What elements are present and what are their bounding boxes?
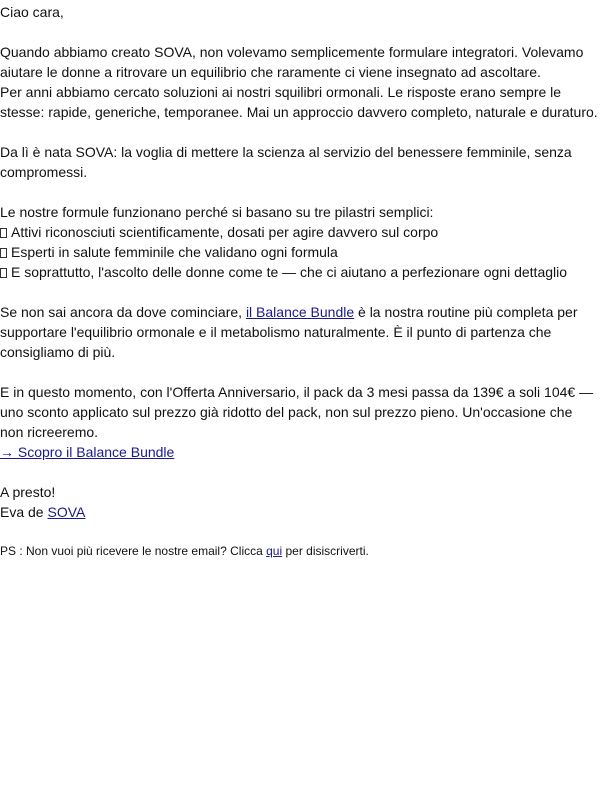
recommendation-text-after: è la nostra routine più completa per supportare l'equilibrio ormonale e il metabolismo naturalmente. È il punto di partenza che consigliamo di più.: [0, 304, 578, 360]
missing-glyph-icon: [0, 228, 7, 238]
origin-paragraph: Da lì è nata SOVA: la voglia di mettere la scienza al servizio del benessere femminile, senza compromessi.: [0, 144, 572, 180]
unsubscribe-note: [0, 542, 598, 560]
ps-text-before: PS : Non vuoi più ricevere le nostre email? Clicca: [0, 544, 267, 558]
signoff-line: A presto!: [0, 484, 56, 500]
missing-glyph-icon: [0, 248, 7, 258]
unsubscribe-link[interactable]: qui: [266, 544, 283, 558]
ps-text-after: per disiscriverti.: [282, 544, 369, 558]
pillar-text: Esperti in salute femminile che validano ogni formula: [11, 244, 338, 260]
pillars-paragraph: [0, 202, 598, 282]
recommendation-text-before: Se non sai ancora da dove cominciare,: [0, 304, 246, 320]
sova-link[interactable]: SOVA: [47, 504, 86, 520]
pillars-intro: Le nostre formule funzionano perché si basano su tre pilastri semplici:: [0, 204, 434, 220]
offer-paragraph: [0, 382, 598, 462]
intro-text-1: Quando abbiamo creato SOVA, non volevamo semplicemente formulare integratori. Volevamo aiutare le donne a ritrovare un equilibrio che raramente ci viene insegnato ad ascoltare.: [0, 44, 584, 80]
pillar-text: E soprattutto, l'ascolto delle donne come te — che ci aiutano a perfezionare ogni dettaglio: [11, 264, 568, 280]
greeting: Ciao cara,: [0, 4, 64, 20]
discover-balance-bundle-link[interactable]: → Scopro il Balance Bundle: [0, 444, 175, 460]
signoff: [0, 482, 598, 522]
intro-text-2: Per anni abbiamo cercato soluzioni ai nostri squilibri ormonali. Le risposte erano sempre le stesse: rapide, generiche, temporanee. Mai un approccio davvero completo, naturale e duraturo.: [0, 84, 598, 120]
intro-paragraph: [0, 42, 598, 122]
offer-text: E in questo momento, con l'Offerta Anniversario, il pack da 3 mesi passa da 139€ a soli 104€ — uno sconto applicato sul prezzo già ridotto del pack, non sul prezzo pieno. Un'occasione che non ricreeremo.: [0, 384, 594, 440]
pillar-item: [0, 222, 598, 242]
pillar-text: Attivi riconosciuti scientificamente, dosati per agire davvero sul corpo: [11, 224, 439, 240]
recommendation-paragraph: [0, 302, 598, 362]
pillar-item: [0, 262, 598, 282]
pillar-item: [0, 242, 598, 262]
balance-bundle-link[interactable]: il Balance Bundle: [245, 304, 355, 320]
signature-text: Eva de: [0, 504, 48, 520]
missing-glyph-icon: [0, 268, 7, 278]
